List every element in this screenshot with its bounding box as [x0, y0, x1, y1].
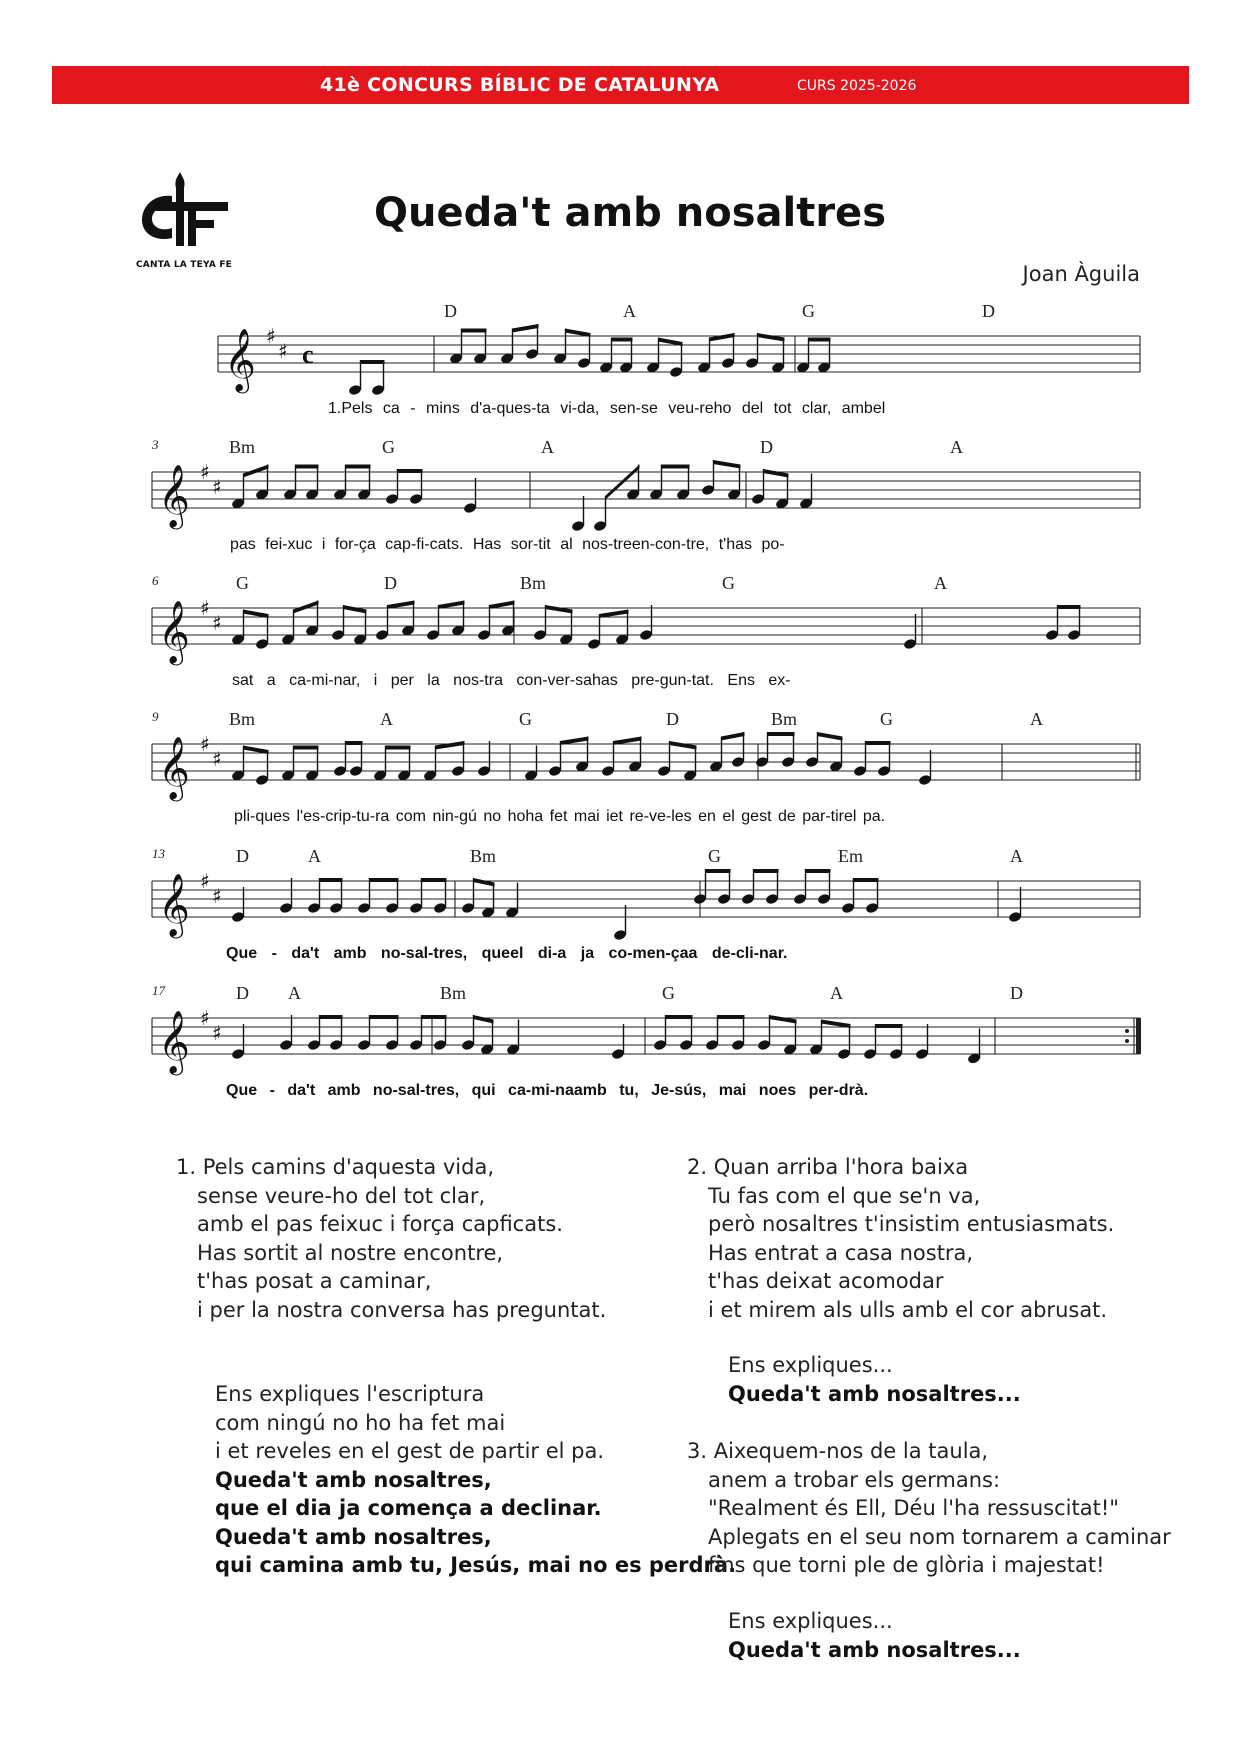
chord-symbol: D [444, 301, 457, 321]
verse-line: que el dia ja comença a declinar. [215, 1496, 602, 1520]
chord-symbol: A [934, 573, 947, 593]
measure-number: 6 [152, 573, 159, 588]
lyrics-line: pas fei-xuc i for-ça cap-fi-cats. Has sor-tit al nos-treen-con-tre, t'has po- [230, 536, 785, 553]
note-beam [319, 878, 343, 882]
note-beam [717, 1015, 745, 1019]
note-beam [461, 329, 487, 333]
chord-symbol: Bm [520, 573, 547, 593]
verse-line: com ningú no ho ha fet mai [215, 1410, 506, 1435]
verse-line: amb el pas feixuc i força capficats. [197, 1212, 563, 1236]
verse-3 [687, 1437, 1171, 1580]
chord-symbol: A [950, 437, 963, 457]
note-beam [369, 878, 399, 882]
lyrics-line: sat a ca-mi-nar, i per la nos-tra con-ver-sahas pre-gun-tat. Ens ex- [232, 672, 791, 689]
note-beam [817, 732, 843, 741]
verse-line: "Realment és Ell, Déu l'ha ressuscitat!" [708, 1496, 1119, 1520]
verse-line: qui camina amb tu, Jesús, mai no es perdrà. [215, 1553, 737, 1577]
chord-symbol: D [982, 301, 995, 321]
verse-line: però nosaltres t'insistim entusiasmats. [708, 1212, 1115, 1236]
verse-line: t'has deixat acomodar [708, 1269, 944, 1293]
logo-caption: CANTA LA TEYA FE [136, 260, 233, 270]
note-beam [753, 869, 779, 873]
verse-line: i et mirem als ulls amb el cor abrusat. [708, 1297, 1108, 1322]
chord-symbol: G [236, 573, 249, 593]
note-beam [875, 1024, 903, 1028]
note-beam [293, 746, 319, 750]
note-beam [473, 878, 495, 887]
treble-clef-icon: 𝄞 [158, 1010, 190, 1073]
note-beam [705, 869, 731, 873]
svg-text:♯: ♯ [200, 1006, 210, 1030]
common-time-icon: c [302, 340, 314, 369]
note-beam [435, 741, 465, 750]
measure-number: 9 [152, 709, 159, 724]
chord-symbol: A [308, 846, 321, 866]
note-beam [611, 338, 633, 342]
svg-text:♯: ♯ [212, 611, 222, 635]
chord-symbol: Bm [229, 437, 256, 457]
note-beam [661, 465, 690, 469]
verse-line: Has sortit al nostre encontre, [197, 1240, 504, 1265]
verse-line: Queda't amb nosaltres... [728, 1381, 1021, 1406]
verse-line: 3. Aixequem-nos de la taula, [687, 1439, 989, 1463]
svg-text:♯: ♯ [212, 884, 222, 908]
verse-line: Tu fas com el que se'n va, [708, 1183, 981, 1208]
lyrics-line: pli-ques l'es-crip-tu-ra com nin-gú no hoha fet mai iet re-ve-les en el gest de par-tirel pa. [234, 808, 886, 825]
contest-title: 41è CONCURS BÍBLIC DE CATALUNYA [320, 74, 720, 96]
note-beam [243, 465, 269, 478]
note-beam [385, 746, 411, 750]
svg-text:♯: ♯ [266, 324, 276, 348]
chord-symbol: Em [838, 846, 863, 866]
chord-symbol: G [722, 573, 735, 593]
lyrics-line: Que - da't amb no-sal-tres, qui ca-mi-naamb tu, Je-sús, mai noes per-drà. [226, 1082, 869, 1099]
svg-text:♯: ♯ [212, 1021, 222, 1045]
verse-line: i et reveles en el gest de partir el pa. [215, 1439, 605, 1463]
chord-symbol: Bm [470, 846, 497, 866]
chord-symbol: A [1030, 709, 1043, 729]
note-beam [805, 869, 831, 873]
chord-symbol: D [384, 573, 397, 593]
note-beam [369, 1015, 399, 1019]
note-beam [345, 741, 363, 745]
verse-line: i per la nostra conversa has preguntat. [197, 1297, 607, 1322]
svg-text:♯: ♯ [200, 732, 210, 756]
note-beam [713, 460, 741, 469]
note-beam [808, 338, 831, 342]
note-beam [421, 1015, 447, 1019]
svg-text:♯: ♯ [200, 460, 210, 484]
verse-line: anem a trobar els germans: [708, 1467, 1001, 1492]
verse-line: Queda't amb nosaltres, [215, 1524, 492, 1549]
treble-clef-icon: 𝄞 [158, 464, 190, 527]
note-beam [865, 741, 891, 745]
svg-text:♯: ♯ [212, 747, 222, 771]
chord-symbol: Bm [440, 983, 467, 1003]
verse-1 [176, 1153, 606, 1324]
chord-symbol: D [760, 437, 773, 457]
lyrics-line: 1.Pels ca - mins d'a-ques-ta vi-da, sen-se veu-reho del tot clar, ambel [328, 400, 886, 417]
verse-line: Ens expliques l'escriptura [215, 1382, 485, 1406]
chord-symbol: G [708, 846, 721, 866]
verse-line: 1. Pels camins d'aquesta vida, [176, 1155, 495, 1179]
song-title: Queda't amb nosaltres [373, 190, 886, 236]
chord-symbol: D [1010, 983, 1023, 1003]
svg-text:♯: ♯ [200, 869, 210, 893]
measure-number: 17 [152, 983, 165, 998]
chorus [215, 1380, 736, 1580]
note-beam [421, 878, 447, 882]
note-beam [709, 333, 735, 342]
verse-line: Has entrat a casa nostra, [708, 1240, 974, 1265]
measure-number: 13 [152, 846, 165, 861]
note-beam [473, 1015, 494, 1024]
note-beam [757, 333, 785, 342]
note-beam [345, 465, 371, 469]
chord-symbol: G [880, 709, 893, 729]
note-beam [669, 741, 697, 750]
note-beam [763, 469, 789, 478]
note-beam [512, 324, 539, 333]
chord-symbol: D [236, 846, 249, 866]
verse-line: fins que torni ple de glòria i majestat! [708, 1553, 1105, 1577]
chord-symbol: G [519, 709, 532, 729]
verse-2 [687, 1153, 1114, 1324]
note-beam [853, 878, 879, 882]
chord-symbol: A [541, 437, 554, 457]
verse-line: Ens expliques... [728, 1609, 893, 1633]
verse-line: 2. Quan arriba l'hora baixa [687, 1155, 969, 1179]
svg-text:♯: ♯ [200, 596, 210, 620]
chord-symbol: G [802, 301, 815, 321]
refrain-2 [728, 1607, 1021, 1664]
verse-line: Queda't amb nosaltres... [728, 1637, 1021, 1662]
chord-symbol: Bm [771, 709, 798, 729]
measure-number: 3 [152, 437, 159, 452]
note-beam [293, 601, 319, 614]
refrain-1 [728, 1351, 1021, 1408]
note-beam [343, 605, 367, 614]
chord-symbol: D [236, 983, 249, 1003]
svg-text:♯: ♯ [278, 339, 288, 363]
lyrics-line: Que - da't amb no-sal-tres, queel di-a ja co-men-çaa de-cli-nar. [226, 945, 788, 962]
chord-symbol: A [830, 983, 843, 1003]
note-beam [545, 605, 573, 614]
verse-line: sense veure-ho del tot clar, [197, 1183, 486, 1208]
chord-symbol: G [382, 437, 395, 457]
verse-line: Queda't amb nosaltres, [215, 1467, 492, 1492]
course-label: CURS 2025-2026 [797, 78, 917, 94]
note-beam [1057, 605, 1081, 609]
note-beam [769, 1015, 797, 1024]
chord-symbol: A [380, 709, 393, 729]
treble-clef-icon: 𝄞 [158, 600, 190, 663]
chord-symbol: Bm [229, 709, 256, 729]
note-beam [360, 360, 385, 364]
note-beam [295, 465, 319, 469]
note-beam [665, 1015, 693, 1019]
note-beam [319, 1015, 343, 1019]
treble-clef-icon: 𝄞 [158, 873, 190, 936]
composer: Joan Àguila [1022, 262, 1140, 286]
treble-clef-icon: 𝄞 [158, 736, 190, 799]
note-beam [767, 732, 795, 736]
chord-symbol: A [288, 983, 301, 1003]
chord-symbol: A [1010, 846, 1023, 866]
chord-symbol: A [623, 301, 636, 321]
svg-text:♯: ♯ [212, 475, 222, 499]
note-beam [721, 732, 745, 741]
chord-symbol: G [662, 983, 675, 1003]
verse-line: Ens expliques... [728, 1353, 893, 1377]
chord-symbol: D [666, 709, 679, 729]
verse-line: Aplegats en el seu nom tornarem a caminar [708, 1524, 1171, 1549]
note-beam [397, 469, 423, 473]
treble-clef-icon: 𝄞 [224, 328, 256, 391]
verse-line: t'has posat a caminar, [197, 1269, 432, 1293]
